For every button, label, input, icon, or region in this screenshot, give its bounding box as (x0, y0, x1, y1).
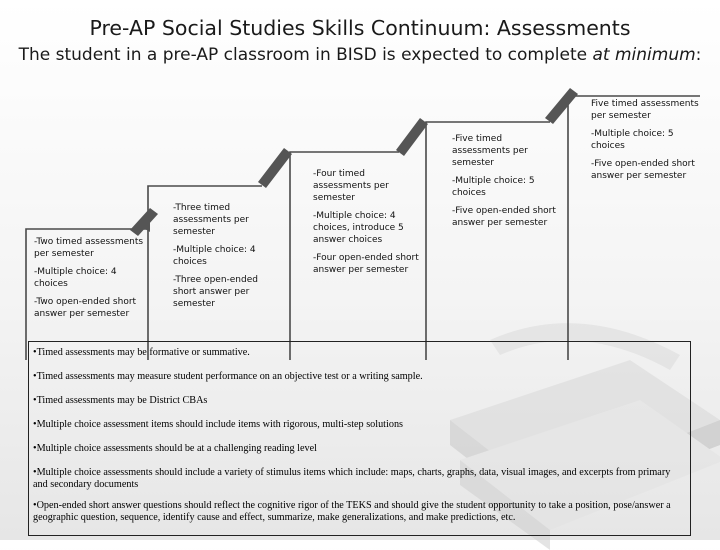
page-title: Pre-AP Social Studies Skills Continuum: Assessments (89, 16, 631, 40)
step-arrow-3 (396, 118, 428, 156)
step-arrow-1b (130, 208, 158, 236)
note-item: •Timed assessments may be District CBAs (33, 395, 208, 406)
step-arrow-2 (258, 148, 292, 188)
step-arrow-4 (545, 88, 578, 124)
assessment-notes-box (28, 341, 691, 536)
step-5-text: Five timed assessments per semester -Multiple choice: 5 choices -Five open-ended short answer per semester (591, 99, 699, 181)
step-3-text: -Four timed assessments per semester -Multiple choice: 4 choices, introduce 5 answer choices -Four open-ended short answer per semester (313, 169, 419, 275)
page-subtitle: The student in a pre-AP classroom in BISD is expected to complete at minimum: (18, 45, 702, 65)
note-item: •Open-ended short answer questions should reflect the cognitive rigor of the TEKS and should give the student opportunity to take a position, pose/answer a geographic question, sequence, identify cause and effect, summarize, make generalizations, and make predictions, etc. (33, 500, 671, 523)
step-1-text: -Two timed assessments per semester -Multiple choice: 4 choices -Two open-ended short answer per semester (34, 237, 144, 319)
note-item: •Multiple choice assessments should be at a challenging reading level (33, 443, 317, 454)
step-4-text: -Five timed assessments per semester -Multiple choice: 5 choices -Five open-ended short answer per semester (452, 134, 556, 228)
note-item: •Timed assessments may be formative or summative. (33, 347, 250, 358)
step-2-text: -Three timed assessments per semester -Multiple choice: 4 choices -Three open-ended short answer per semester (173, 203, 258, 309)
subtitle-emphasis: at minimum (592, 45, 696, 65)
step-arrow-1 (140, 220, 150, 232)
note-item: •Multiple choice assessments should include a variety of stimulus items which include: maps, charts, graphs, data, visual images, and excerpts from primary and secondary documents (33, 467, 671, 490)
note-item: •Timed assessments may measure student performance on an objective test or a writing sample. (33, 371, 423, 382)
note-item: •Multiple choice assessment items should include items with rigorous, multi-step solutions (33, 419, 403, 430)
